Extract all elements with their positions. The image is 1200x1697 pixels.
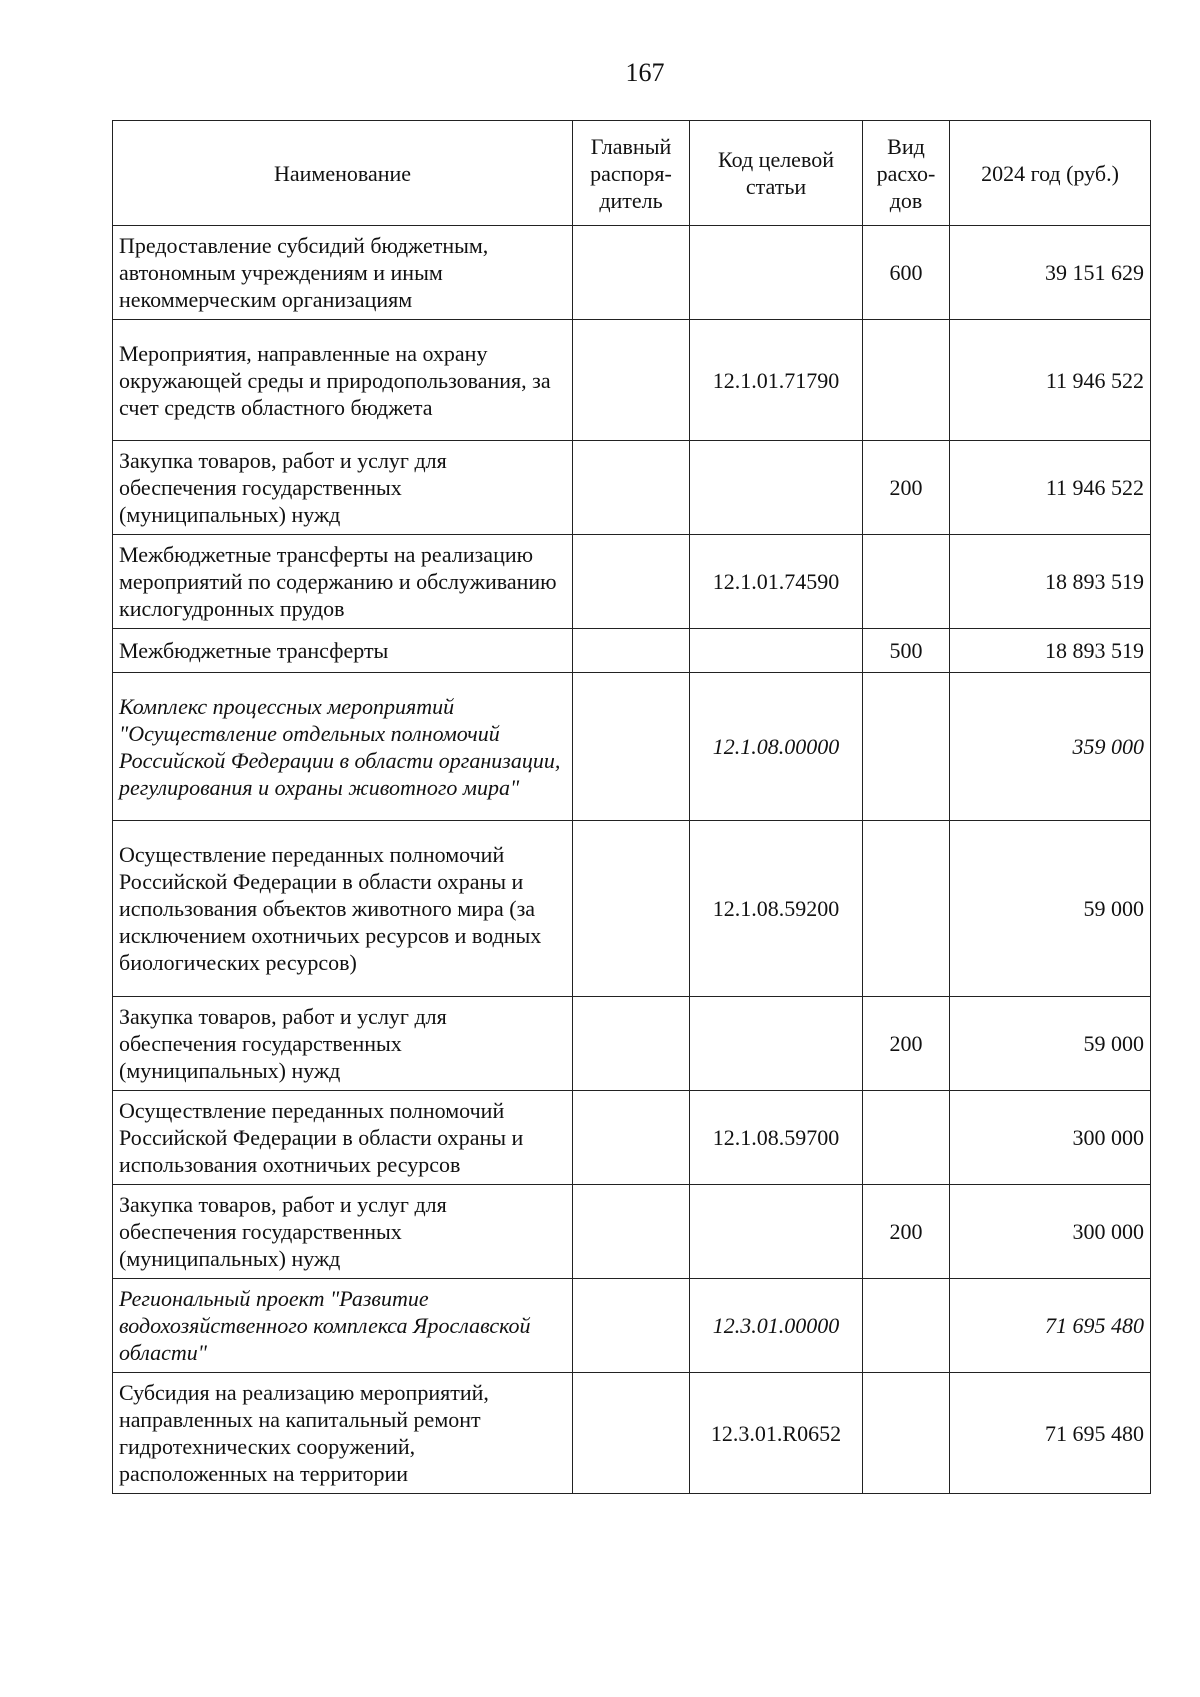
row-name: Региональный проект "Развитие водохозяйственного комплекса Ярославской области"	[113, 1279, 573, 1373]
row-name: Закупка товаров, работ и услуг для обеспечения государственных (муниципальных) нужд	[113, 1185, 573, 1279]
budget-table	[112, 120, 1151, 1494]
row-code: 12.1.08.00000	[690, 673, 863, 821]
row-code	[690, 441, 863, 535]
table-row	[113, 997, 1151, 1091]
row-type: 200	[863, 441, 950, 535]
table-row	[113, 821, 1151, 997]
row-admin	[573, 1373, 690, 1494]
row-name: Межбюджетные трансферты на реализацию мероприятий по содержанию и обслуживанию кислогудронных прудов	[113, 535, 573, 629]
table-row	[113, 1185, 1151, 1279]
row-amount: 300 000	[950, 1185, 1151, 1279]
row-amount: 71 695 480	[950, 1373, 1151, 1494]
row-type	[863, 821, 950, 997]
row-name: Осуществление переданных полномочий Российской Федерации в области охраны и использования объектов животного мира (за исключением охотничьих ресурсов и водных биологических ресурсов)	[113, 821, 573, 997]
row-admin	[573, 997, 690, 1091]
row-amount: 59 000	[950, 997, 1151, 1091]
row-admin	[573, 1091, 690, 1185]
row-type	[863, 320, 950, 441]
table-row	[113, 226, 1151, 320]
table-row	[113, 535, 1151, 629]
row-admin	[573, 441, 690, 535]
row-name: Закупка товаров, работ и услуг для обеспечения государственных (муниципальных) нужд	[113, 997, 573, 1091]
row-name: Предоставление субсидий бюджетным, автономным учреждениям и иным некоммерческим организациям	[113, 226, 573, 320]
table-row	[113, 441, 1151, 535]
row-type: 500	[863, 629, 950, 673]
row-admin	[573, 1279, 690, 1373]
row-amount: 59 000	[950, 821, 1151, 997]
row-name: Закупка товаров, работ и услуг для обеспечения государственных (муниципальных) нужд	[113, 441, 573, 535]
table-row	[113, 1279, 1151, 1373]
row-admin	[573, 226, 690, 320]
row-code	[690, 226, 863, 320]
row-amount: 11 946 522	[950, 320, 1151, 441]
row-admin	[573, 629, 690, 673]
row-admin	[573, 1185, 690, 1279]
row-code	[690, 629, 863, 673]
row-name: Комплекс процессных мероприятий "Осуществление отдельных полномочий Российской Федерации в области организации, регулирования и охраны животного мира"	[113, 673, 573, 821]
row-code: 12.1.01.74590	[690, 535, 863, 629]
row-amount: 71 695 480	[950, 1279, 1151, 1373]
header-admin: Главный распоря-дитель	[573, 121, 690, 226]
table-row	[113, 629, 1151, 673]
table-header	[113, 121, 1151, 226]
row-code: 12.3.01.00000	[690, 1279, 863, 1373]
row-type	[863, 535, 950, 629]
row-amount: 18 893 519	[950, 629, 1151, 673]
row-code: 12.1.01.71790	[690, 320, 863, 441]
row-amount: 359 000	[950, 673, 1151, 821]
row-name: Межбюджетные трансферты	[113, 629, 573, 673]
table-body	[113, 226, 1151, 1494]
row-type	[863, 673, 950, 821]
row-amount: 11 946 522	[950, 441, 1151, 535]
table-row	[113, 320, 1151, 441]
row-amount: 18 893 519	[950, 535, 1151, 629]
row-amount: 300 000	[950, 1091, 1151, 1185]
table-row	[113, 1373, 1151, 1494]
header-amount: 2024 год (руб.)	[950, 121, 1151, 226]
page-number: 167	[625, 58, 665, 87]
header-type: Вид расхо-дов	[863, 121, 950, 226]
row-type: 200	[863, 1185, 950, 1279]
table-row	[113, 673, 1151, 821]
row-type	[863, 1279, 950, 1373]
table-row	[113, 1091, 1151, 1185]
row-code: 12.3.01.R0652	[690, 1373, 863, 1494]
header-row	[113, 121, 1151, 226]
row-type: 200	[863, 997, 950, 1091]
row-name: Осуществление переданных полномочий Российской Федерации в области охраны и использования охотничьих ресурсов	[113, 1091, 573, 1185]
row-amount: 39 151 629	[950, 226, 1151, 320]
row-admin	[573, 535, 690, 629]
header-name: Наименование	[113, 121, 573, 226]
row-type	[863, 1373, 950, 1494]
row-name: Субсидия на реализацию мероприятий, направленных на капитальный ремонт гидротехнических сооружений, расположенных на территории	[113, 1373, 573, 1494]
row-code	[690, 1185, 863, 1279]
row-admin	[573, 320, 690, 441]
row-code: 12.1.08.59700	[690, 1091, 863, 1185]
row-name: Мероприятия, направленные на охрану окружающей среды и природопользования, за счет средств областного бюджета	[113, 320, 573, 441]
row-admin	[573, 673, 690, 821]
row-code: 12.1.08.59200	[690, 821, 863, 997]
row-type	[863, 1091, 950, 1185]
header-code: Код целевой статьи	[690, 121, 863, 226]
row-type: 600	[863, 226, 950, 320]
row-admin	[573, 821, 690, 997]
row-code	[690, 997, 863, 1091]
